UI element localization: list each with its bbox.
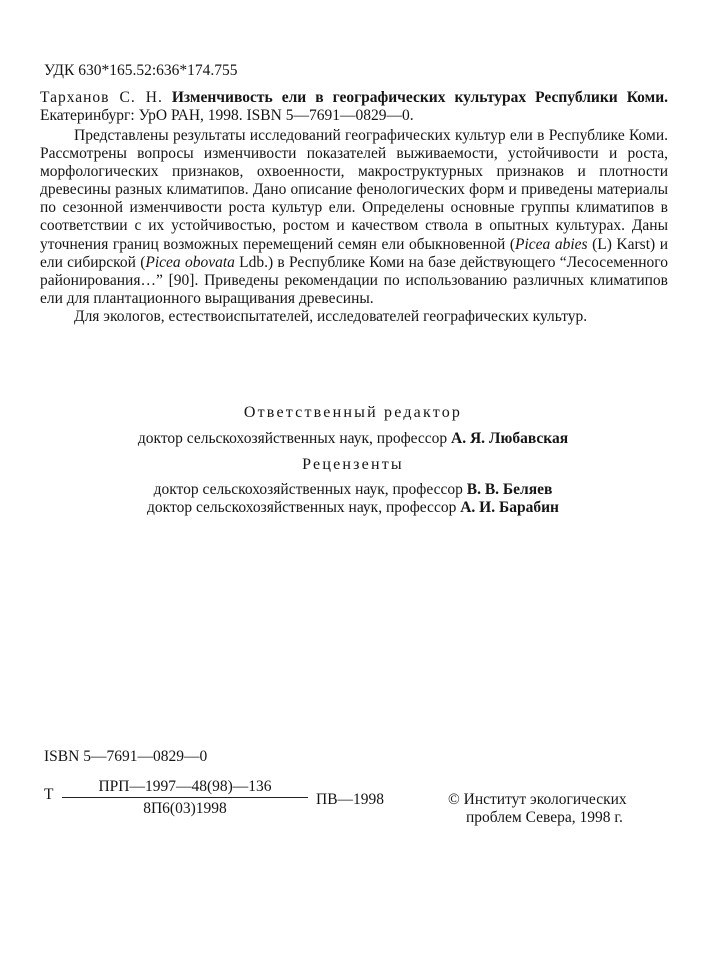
udk-code: УДК 630*165.52:636*174.755 — [44, 62, 238, 79]
abstract-paragraph-1 — [40, 127, 668, 308]
reviewer-1-degree: доктор сельскохозяйственных наук, профессор — [153, 481, 463, 498]
reviewer-2-name: А. И. Барабин — [460, 499, 559, 516]
reviewer-2-degree: доктор сельскохозяйственных наук, профессор — [147, 499, 457, 516]
catalog-pv: ПВ—1998 — [316, 791, 385, 808]
catalog-numerator: ПРП—1997—48(98)—136 — [62, 778, 308, 798]
isbn: ISBN 5—7691—0829—0 — [44, 748, 208, 765]
abstract-text-b: (L) Karst) и ели сибирской ( — [40, 235, 668, 271]
reviewers-heading: Рецензенты — [302, 456, 404, 473]
abstract-paragraph-2: Для экологов, естествоиспытателей, исследователей географических культур. — [74, 307, 588, 325]
reviewer-1 — [0, 481, 706, 499]
catalog-denominator: 8П6(03)1998 — [143, 800, 227, 817]
editor-line — [0, 430, 706, 448]
abstract-text-a: Представлены результаты исследований географических культур ели в Республике Коми. Рассмотрены вопросы изменчивости показателей выживаемости, устойчивости и роста, морфологических признаков, охвоенности, макроструктурных признаков и плотности древесины разных климатипов. Дано описание фенологических форм и приведены материалы по сезонной изменчивости роста культур ели. Определены основные группы климатипов в соответствии с их устойчивостью, ростом и качеством ствола в опытных культурах. Даны уточнения границ возможных перемещений семян ели обыкновенной ( — [40, 127, 668, 253]
editor-name: А. Я. Любавская — [451, 430, 569, 447]
bibliographic-entry — [40, 89, 668, 125]
copyright-line-2: проблем Севера, 1998 г. — [466, 809, 623, 826]
reviewer-2 — [0, 499, 706, 517]
species-name-picea-obovata: Picea obovata — [145, 253, 235, 271]
copyright-line-1: © Институт экологических — [448, 791, 627, 808]
species-name-picea-abies: Picea abies — [515, 235, 588, 253]
abstract — [40, 127, 668, 326]
author: Тарханов С. Н. — [40, 89, 163, 106]
copyright — [448, 791, 627, 827]
reviewer-1-name: В. В. Беляев — [466, 481, 553, 498]
editor-heading: Ответственный редактор — [243, 404, 463, 421]
catalog-letter: Т — [44, 786, 54, 803]
editor-degree: доктор сельскохозяйственных наук, профессор — [137, 430, 448, 447]
book-title: Изменчивость ели в географических культурах Республики Коми. — [171, 89, 668, 106]
imprint: Екатеринбург: УрО РАН, 1998. ISBN 5—7691—0829—0. — [40, 107, 414, 124]
abstract-text-c: Ldb.) в Республике Коми на базе действующего “Лесосеменного районирования…” [90]. Приведены рекомендации по использованию различных климатипов ели для плантационного выращивания древесины. — [40, 253, 668, 307]
catalog-fraction — [62, 778, 308, 818]
